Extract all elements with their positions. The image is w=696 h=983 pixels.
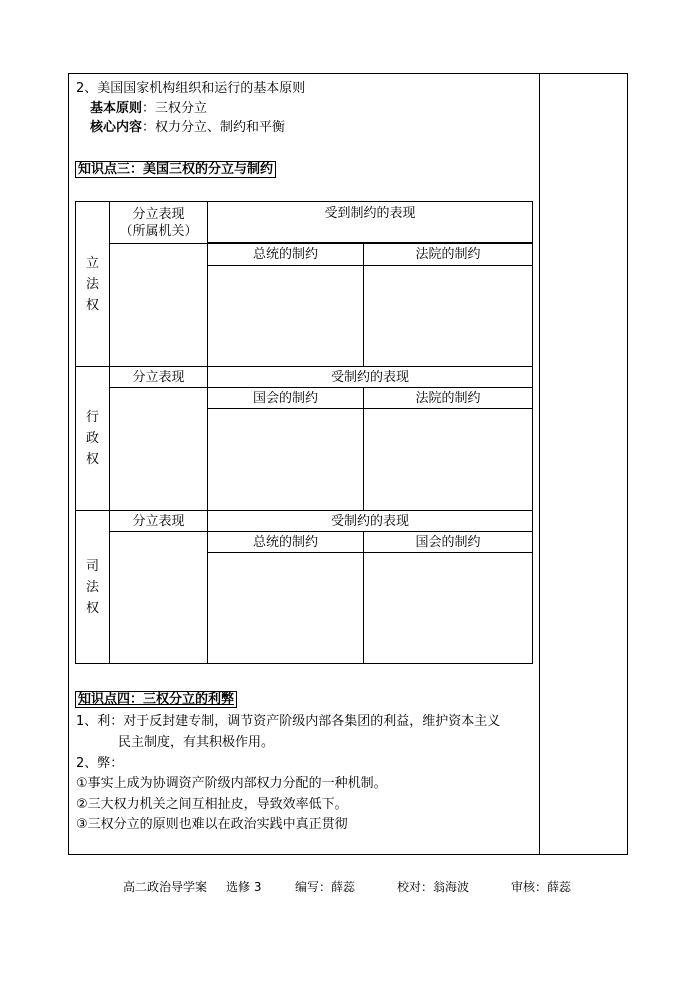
footer-reviewer: 审核：薛蕊 (511, 880, 572, 894)
executive-constraint-header: 受制约的表现 (208, 367, 533, 388)
judicial-label: 司 法 权 (76, 511, 110, 664)
pro-line-1: 1、利：对于反封建专制，调节资产阶级内部各集团的利益，维护资本主义 (76, 714, 501, 729)
legislative-separation-header: 分立表现 （所属机关） (110, 202, 208, 244)
con-item-2: ②三大权力机关之间互相扯皮，导致效率低下。 (76, 797, 348, 812)
footer-course: 高二政治导学案 (123, 880, 208, 894)
legislative-sub2: 法院的制约 (364, 244, 533, 266)
executive-separation-cell (110, 388, 208, 511)
con-item-1: ①事实上成为协调资产阶级内部权力分配的一种机制。 (76, 776, 387, 791)
con-item-3: ③三权分立的原则也难以在政治实践中真正贯彻 (76, 817, 348, 832)
section2-title: 2、美国国家机构组织和运行的基本原则 (76, 81, 306, 96)
footer-module: 选修 3 (226, 880, 262, 894)
legislative-separation-cell (110, 244, 208, 367)
core-content (90, 119, 285, 137)
point4-heading-text: 知识点四：三权分立的利弊 (75, 691, 237, 708)
executive-label: 行 政 权 (76, 367, 110, 511)
footer-proofreader: 校对：翁海波 (397, 880, 470, 894)
con-title: 2、弊： (76, 756, 124, 771)
judicial-separation-header: 分立表现 (110, 511, 208, 532)
judicial-sub2: 国会的制约 (364, 532, 533, 553)
pro-line-2: 民主制度，有其积极作用。 (118, 735, 275, 750)
footer-editor: 编写：薛蕊 (295, 880, 356, 894)
executive-sub2-cell (364, 409, 533, 511)
point3-heading (75, 161, 276, 179)
judicial-sub1: 总统的制约 (208, 532, 364, 553)
executive-sub2: 法院的制约 (364, 388, 533, 409)
point3-heading-text: 知识点三：美国三权的分立与制约 (75, 161, 276, 178)
executive-sub1: 国会的制约 (208, 388, 364, 409)
executive-sub1-cell (208, 409, 364, 511)
executive-separation-header: 分立表现 (110, 367, 208, 388)
judicial-sub2-cell (364, 553, 533, 664)
legislative-sub1: 总统的制约 (208, 244, 364, 266)
core-content-label: 核心内容 (90, 120, 143, 135)
legislative-sub1-cell (208, 266, 364, 367)
basic-principle (90, 100, 207, 118)
legislative-sub2-cell (364, 266, 533, 367)
basic-principle-label: 基本原则 (90, 101, 143, 116)
separation-table (75, 201, 533, 664)
frame-divider (539, 73, 540, 855)
judicial-sub1-cell (208, 553, 364, 664)
legislative-constraint-header: 受到制约的表现 (208, 202, 533, 243)
judicial-separation-cell (110, 532, 208, 664)
point4-heading (75, 691, 237, 709)
legislative-label: 立 法 权 (76, 202, 110, 367)
judicial-constraint-header: 受制约的表现 (208, 511, 533, 532)
basic-principle-value: ：三权分立 (142, 101, 208, 116)
core-content-value: ：权力分立、制约和平衡 (142, 120, 286, 135)
